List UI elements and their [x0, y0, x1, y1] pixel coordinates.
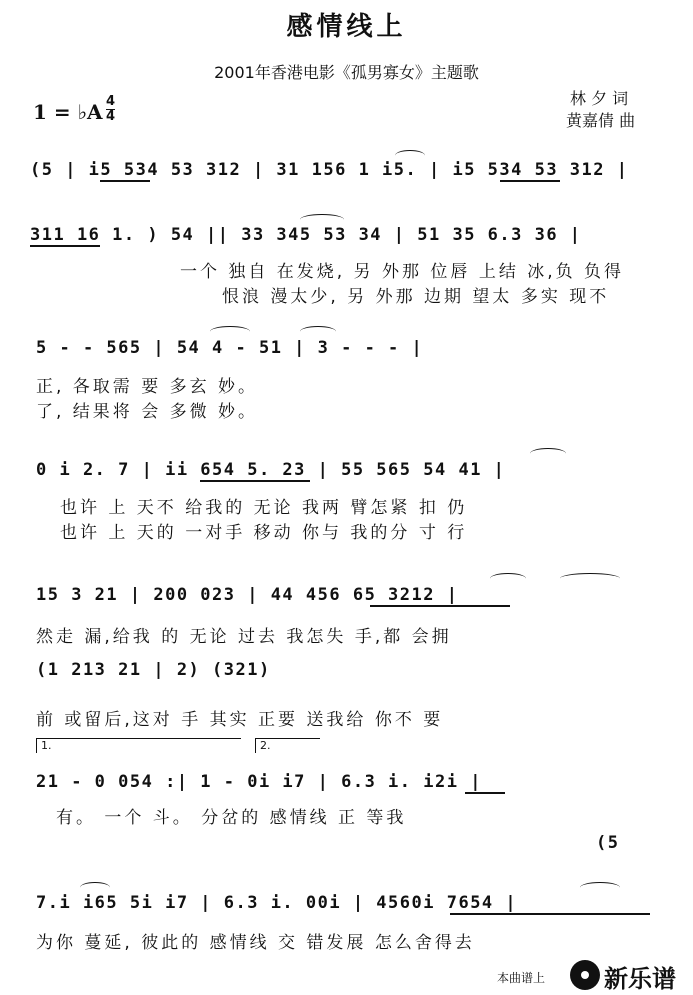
score-row-1-notes: (5 | i5 534 53 312 | 31 156 1 i5. | i5 534 53 312 |	[30, 160, 629, 180]
composer-credit: 黄嘉倩 曲	[566, 111, 636, 130]
score-row-8-lyric-1: 为你 蔓延, 彼此的 感情线 交 错发展 怎么舍得去	[36, 933, 475, 953]
score-row-7-lyric-1: 有。 一个 斗。 分岔的 感情线 正 等我	[56, 808, 407, 828]
slur-mark	[580, 882, 620, 893]
song-title: 感情线上	[286, 12, 407, 42]
lyricist-credit: 林 夕 词	[570, 89, 629, 108]
beam-mark	[465, 792, 505, 794]
song-subtitle: 2001年香港电影《孤男寡女》主题歌	[214, 63, 479, 82]
slur-mark	[395, 150, 425, 161]
score-row-6-lyric-1: 前 或留后,这对 手 其实 正要 送我给 你不 要	[36, 710, 444, 730]
beam-mark	[500, 180, 560, 182]
slur-mark	[530, 448, 566, 459]
footer-caption: 本曲谱上	[497, 971, 546, 985]
score-row-3-lyric-1: 正, 各取需 要 多玄 妙。	[36, 377, 259, 397]
score-row-3-lyric-2: 了, 结果将 会 多微 妙。	[36, 402, 259, 422]
score-row-8-notes: 7.i i65 5i i7 | 6.3 i. 00i | 4560i 7654 |	[36, 893, 518, 913]
vinyl-record-icon	[570, 960, 600, 990]
slur-mark	[210, 326, 250, 337]
time-signature	[106, 95, 115, 124]
score-row-3-notes: 5 - - 565 | 54 4 - 51 | 3 - - - |	[36, 338, 424, 358]
score-row-6-notes: (1 213 21 | 2) (321)	[36, 660, 271, 680]
score-row-4-lyric-1: 也许 上 天不 给我的 无论 我两 臂怎紧 扣 仍	[60, 498, 468, 518]
score-row-7-aside: (5	[596, 833, 620, 853]
first-ending-bracket: 1.	[36, 738, 241, 753]
score-row-5-notes: 15 3 21 | 200 023 | 44 456 65 3212 |	[36, 585, 459, 605]
score-row-4-notes: 0 i 2. 7 | ii 654 5. 23 | 55 565 54 41 |	[36, 460, 506, 480]
score-row-5-lyric-1: 然走 漏,给我 的 无论 过去 我怎失 手,都 会拥	[36, 627, 452, 647]
beam-mark	[200, 480, 310, 482]
slur-mark	[560, 573, 620, 584]
score-row-4-lyric-2: 也许 上 天的 一对手 移动 你与 我的分 寸 行	[60, 523, 468, 543]
score-row-2-lyric-2: 恨浪 漫太少, 另 外那 边期 望太 多实 现不	[222, 287, 610, 307]
beam-mark	[30, 245, 100, 247]
time-signature-top: 4	[106, 94, 116, 109]
slur-mark	[490, 573, 526, 584]
second-ending-bracket: 2.	[255, 738, 320, 753]
key-signature: 1 = ♭A	[33, 100, 103, 124]
time-signature-bottom: 4	[106, 109, 116, 124]
slur-mark	[300, 214, 344, 225]
brand-logo-text: 新乐谱	[604, 965, 676, 993]
beam-mark	[450, 913, 650, 915]
beam-mark	[370, 605, 510, 607]
score-row-2-notes: 311 16 1. ) 54 || 33 345 53 34 | 51 35 6.3 36 |	[30, 225, 582, 245]
score-row-2-lyric-1: 一个 独自 在发烧, 另 外那 位唇 上结 冰,负 负得	[180, 262, 625, 282]
score-row-7-notes: 21 - 0 054 :| 1 - 0i i7 | 6.3 i. i2i |	[36, 772, 482, 792]
slur-mark	[300, 326, 336, 337]
beam-mark	[100, 180, 150, 182]
slur-mark	[80, 882, 110, 893]
